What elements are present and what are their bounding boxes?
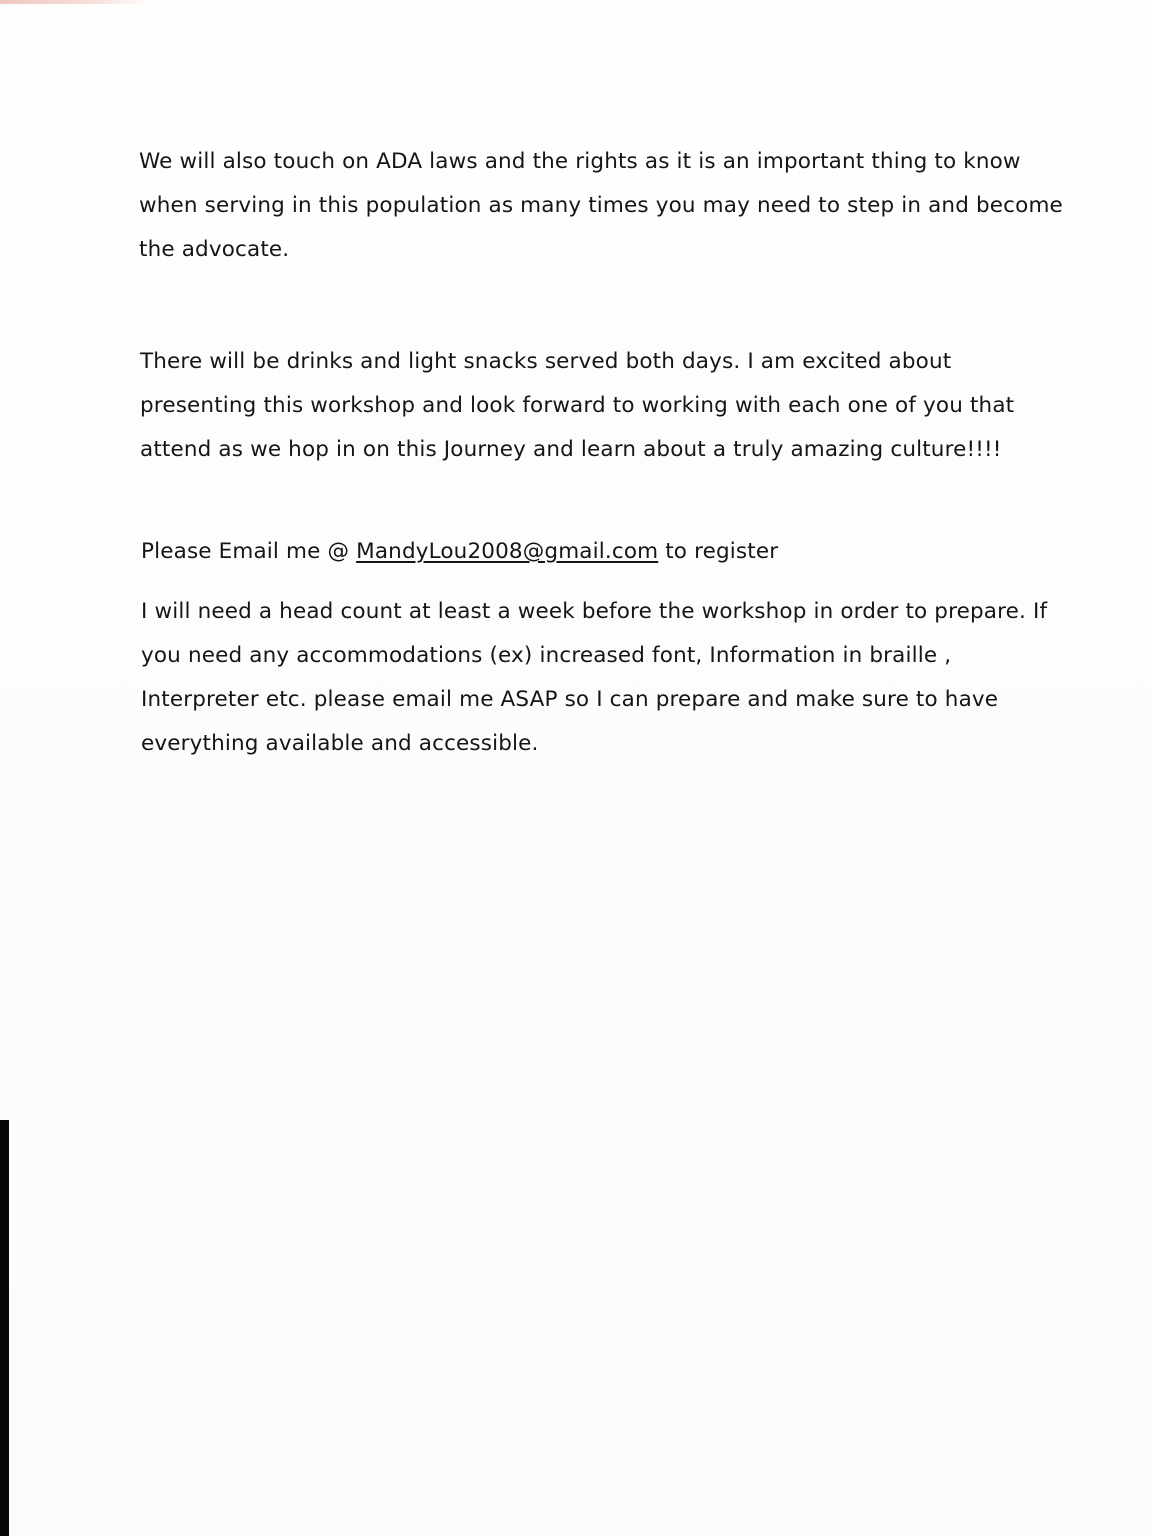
register-prefix: Please Email me @ bbox=[141, 539, 357, 564]
register-suffix: to register bbox=[658, 539, 779, 564]
email-link[interactable]: MandyLou2008@gmail.com bbox=[356, 539, 659, 564]
snacks-paragraph: There will be drinks and light snacks served both days. I am excited about presenting this workshop and look forward to working with each one of you that attend as we hop in on this Journey and learn about a truly amazing culture!!!! bbox=[140, 349, 1015, 462]
left-edge-shadow bbox=[0, 1120, 9, 1536]
ada-laws-paragraph: We will also touch on ADA laws and the rights as it is an important thing to know when serving in this population as many times you may need to step in and become the advocate. bbox=[139, 149, 1063, 262]
top-edge-mark bbox=[0, 0, 150, 4]
register-line bbox=[141, 530, 1071, 574]
accommodations-paragraph: I will need a head count at least a week before the workshop in order to prepare. If you need any accommodations (ex) increased font, Information in braille , Interpreter etc. please email me ASAP so I can prepare and make sure to have everything available and accessible. bbox=[141, 599, 1048, 756]
